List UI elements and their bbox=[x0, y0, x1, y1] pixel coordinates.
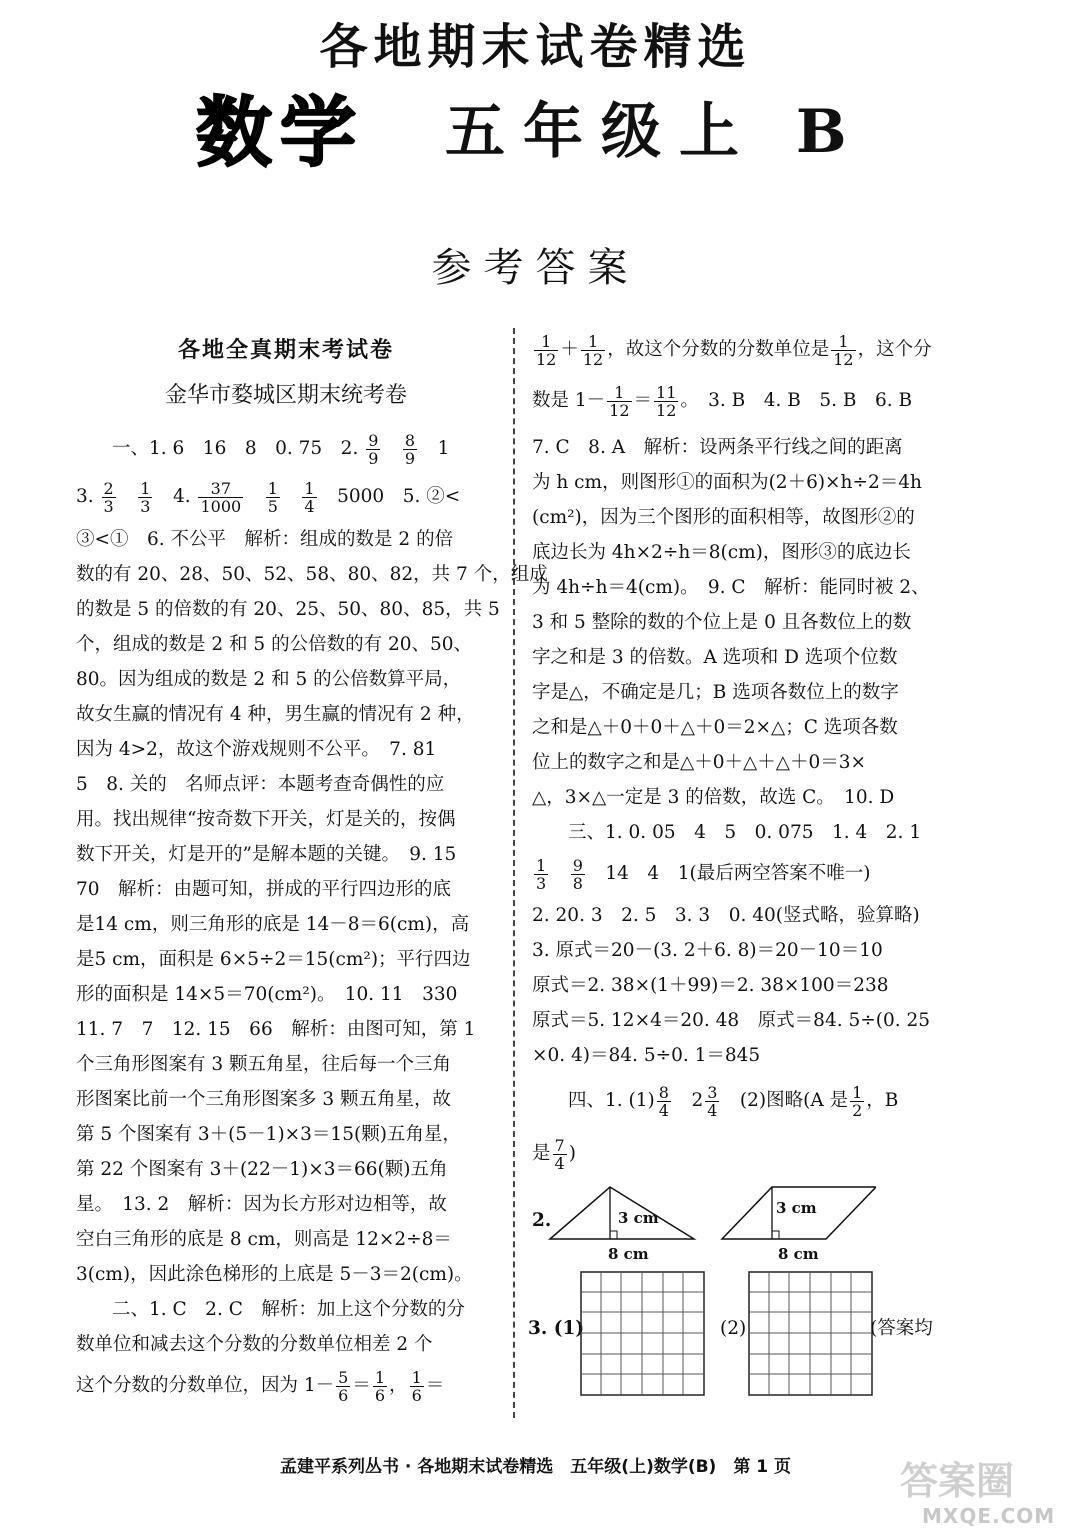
fraction: $\frac{1}{6}$ bbox=[374, 1367, 386, 1405]
answer-line: 因为 4>2，故这个游戏规则不公平。 7. 81 bbox=[76, 739, 437, 760]
square-grid bbox=[580, 1271, 705, 1396]
answer-line: 位上的数字之和是△＋0＋△＋△＋0＝3× bbox=[532, 752, 866, 773]
fraction: $\frac{5}{6}$ bbox=[338, 1367, 349, 1405]
fraction: $\frac{8}{9}$ bbox=[404, 430, 416, 468]
answer-line: △，3×△一定是 3 的倍数，故选 C。 10. D bbox=[532, 787, 895, 808]
answer-line: 空白三角形的底是 8 cm，则高是 12×2÷8＝ bbox=[76, 1229, 452, 1250]
fraction: $\frac{1}{3}$ bbox=[536, 855, 547, 893]
grid-answers bbox=[528, 1271, 946, 1399]
answer-line: 第 22 个图案有 3＋(22－1)×3＝66(颗)五角 bbox=[76, 1159, 448, 1180]
answer-line: 7. C 8. A 解析：设两条平行线之间的距离 bbox=[532, 437, 903, 458]
answer-line: 字之和是 3 的倍数。A 选项和 D 选项个位数 bbox=[532, 647, 898, 668]
answer-line: 11. 7 7 12. 15 66 解析：由图可知，第 1 bbox=[76, 1019, 476, 1040]
exam-title: 金华市婺城区期末统考卷 bbox=[164, 383, 407, 408]
answer-line: 形的面积是 14×5＝70(cm²)。 10. 11 330 bbox=[76, 984, 458, 1005]
fraction: $\frac{1}{6}$ bbox=[411, 1367, 422, 1405]
answer-line: 是5 cm，面积是 6×5÷2＝15(cm²)；平行四边 bbox=[76, 949, 471, 970]
grid-note: (答案均 bbox=[870, 1318, 933, 1339]
section-title: 各地全真期末考试卷 bbox=[177, 337, 394, 363]
answer-line: ×0. 4)＝84. 5÷0. 1＝845 bbox=[532, 1045, 761, 1066]
answer-line: 3 和 5 整除的数的个位上是 0 且各数位上的数 bbox=[532, 612, 912, 633]
answer-line: $\frac{1}{12}$ ＋ $\frac{1}{12}$ ，故这个分数的分数单位是 $\frac{1}{12}$ ，这个分 bbox=[536, 331, 932, 369]
answer-line: 四、1. (1) $\frac{8}{4}$ 2 $\frac{3}{4}$ (2)图略(A 是 $\frac{1}{2}$ ，B bbox=[568, 1082, 899, 1120]
answer-line: $\frac{1}{3}$ $\frac{9}{8}$ 14 4 1(最后两空答案不唯一) bbox=[536, 855, 871, 893]
fraction: $\frac{11}{12}$ bbox=[656, 382, 677, 420]
parallelogram-base-label: 8 cm bbox=[778, 1245, 819, 1263]
answer-line: 二、1. C 2. C 解析：加上这个分数的分 bbox=[112, 1299, 465, 1320]
grid-label: 3. (1) bbox=[528, 1318, 585, 1339]
fraction: $\frac{1}{2}$ bbox=[852, 1082, 863, 1120]
figure-label: 2. bbox=[532, 1210, 552, 1231]
square-grid bbox=[748, 1271, 873, 1396]
subject-title: 数学 bbox=[196, 88, 364, 177]
answer-line: 为 4h÷h＝4(cm)。 9. C 解析：能同时被 2、 bbox=[532, 577, 930, 598]
answer-line: 为 h cm，则图形①的面积为(2＋6)×h÷2＝4h bbox=[532, 472, 922, 493]
answer-line: 3. 原式＝20－(3. 2＋6. 8)＝20－10＝10 bbox=[532, 940, 883, 961]
grid-label: (2) bbox=[720, 1318, 747, 1339]
answer-line: 是 $\frac{7}{4}$ ) bbox=[532, 1135, 576, 1173]
fraction: $\frac{1}{3}$ bbox=[140, 478, 151, 516]
answer-line: 一、1. 6 16 8 0. 75 2. $\frac{9}{9}$ $\frac{8}{9}$ 1 bbox=[112, 430, 450, 468]
fraction: $\frac{2}{3}$ bbox=[103, 478, 114, 516]
fraction: $\frac{1}{12}$ bbox=[833, 331, 854, 369]
answer-line: 用。找出规律“按奇数下开关，灯是关的，按偶 bbox=[76, 809, 456, 830]
answer-line: 之和是△＋0＋0＋△＋0＝2×△；C 选项各数 bbox=[532, 717, 898, 738]
right-column bbox=[528, 328, 946, 1399]
answer-line: 星。 13. 2 解析：因为长方形对边相等，故 bbox=[76, 1194, 447, 1215]
fraction: $\frac{9}{8}$ bbox=[572, 855, 583, 893]
fraction: $\frac{9}{9}$ bbox=[368, 430, 379, 468]
fraction: $\frac{1}{5}$ bbox=[267, 478, 278, 516]
fraction: $\frac{37}{1000}$ bbox=[200, 478, 242, 516]
answer-line: 的数是 5 的倍数的有 20、25、50、80、85，共 5 bbox=[76, 599, 500, 620]
answer-line: 2. 20. 3 2. 5 3. 3 0. 40(竖式略，验算略) bbox=[532, 905, 920, 926]
answer-line: 三、1. 0. 05 4 5 0. 075 1. 4 2. 1 bbox=[568, 822, 922, 843]
answer-line: 底边长为 4h×2÷h＝8(cm)，图形③的底边长 bbox=[532, 542, 911, 563]
watermark-logo: 答案圈 bbox=[900, 1459, 1015, 1503]
shape-figures bbox=[546, 1179, 876, 1271]
answer-line: 数下开关，灯是开的”是解本题的关键。 9. 15 bbox=[76, 844, 457, 865]
answer-line: 故女生赢的情况有 4 种，男生赢的情况有 2 种， bbox=[76, 704, 475, 725]
answer-line: 3(cm)，因此涂色梯形的上底是 5－3＝2(cm)。 bbox=[76, 1264, 473, 1285]
answer-line: 70 解析：由题可知，拼成的平行四边形的底 bbox=[76, 879, 452, 900]
fraction: $\frac{1}{12}$ bbox=[582, 331, 604, 369]
answer-line: 数是 1－ $\frac{1}{12}$ ＝ $\frac{11}{12}$ 。 3. B 4. B 5. B 6. B bbox=[532, 382, 913, 420]
page-footer: 孟建平系列丛书 · 各地期末试卷精选 五年级(上)数学(B) 第 1 页 bbox=[280, 1457, 791, 1477]
answer-line: ③<① 6. 不公平 解析：组成的数是 2 的倍 bbox=[76, 529, 454, 550]
answer-line: (cm²)，因为三个图形的面积相等，故图形②的 bbox=[532, 507, 915, 528]
fraction: $\frac{1}{12}$ bbox=[536, 331, 557, 369]
answer-line: 80。因为组成的数是 2 和 5 的公倍数算平局， bbox=[76, 669, 462, 690]
text: 一、1. 6 16 8 0. 75 2. bbox=[112, 438, 365, 459]
answer-line: 3. $\frac{2}{3}$ $\frac{1}{3}$ 4. $\frac{37}{1000}$ $\frac{1}{5}$ $\frac{1}{4}$ 5000 5. ②< bbox=[76, 478, 461, 516]
series-title: 各地期末试卷精选 bbox=[319, 19, 752, 75]
grade-title: 五年级上 B bbox=[445, 97, 865, 167]
parallelogram-height-label: 3 cm bbox=[776, 1199, 817, 1217]
answer-line: 是14 cm，则三角形的底是 14－8＝6(cm)，高 bbox=[76, 914, 470, 935]
answer-line: 形图案比前一个三角形图案多 3 颗五角星，故 bbox=[76, 1089, 452, 1110]
fraction: $\frac{1}{12}$ bbox=[609, 382, 630, 420]
answer-line: 这个分数的分数单位，因为 1－ $\frac{5}{6}$ ＝ $\frac{1}{6}$ ， $\frac{1}{6}$ ＝ bbox=[76, 1367, 445, 1405]
answer-line: 原式＝5. 12×4＝20. 48 原式＝84. 5÷(0. 25 bbox=[532, 1010, 931, 1031]
answer-line: 个，组成的数是 2 和 5 的公倍数的有 20、50、 bbox=[76, 634, 473, 655]
answer-line: 第 5 个图案有 3＋(5－1)×3＝15(颗)五角星， bbox=[76, 1124, 461, 1145]
answer-line: 数单位和减去这个分数的分数单位相差 2 个 bbox=[76, 1334, 433, 1355]
fraction: $\frac{3}{4}$ bbox=[707, 1082, 718, 1120]
fraction: $\frac{1}{4}$ bbox=[304, 478, 315, 516]
column-divider bbox=[513, 328, 515, 1418]
fraction: $\frac{8}{4}$ bbox=[658, 1082, 669, 1120]
fraction: $\frac{7}{4}$ bbox=[554, 1135, 565, 1173]
answer-line: 5 8. 关的 名师点评：本题考查奇偶性的应 bbox=[76, 774, 445, 795]
page-title: 参考答案 bbox=[431, 245, 640, 291]
answer-line: 个三角形图案有 3 颗五角星，往后每一个三角 bbox=[76, 1054, 452, 1075]
geometry-figures bbox=[532, 1179, 946, 1271]
watermark-url: MXQE.COM bbox=[922, 1504, 1056, 1528]
answer-line: 数的有 20、28、50、52、58、80、82，共 7 个，组成 bbox=[76, 564, 548, 585]
answer-line: 原式＝2. 38×(1＋99)＝2. 38×100＝238 bbox=[532, 975, 889, 996]
answer-line: 字是△，不确定是几；B 选项各数位上的数字 bbox=[532, 682, 899, 703]
triangle-height-label: 3 cm bbox=[618, 1209, 659, 1227]
triangle-base-label: 8 cm bbox=[608, 1245, 649, 1263]
